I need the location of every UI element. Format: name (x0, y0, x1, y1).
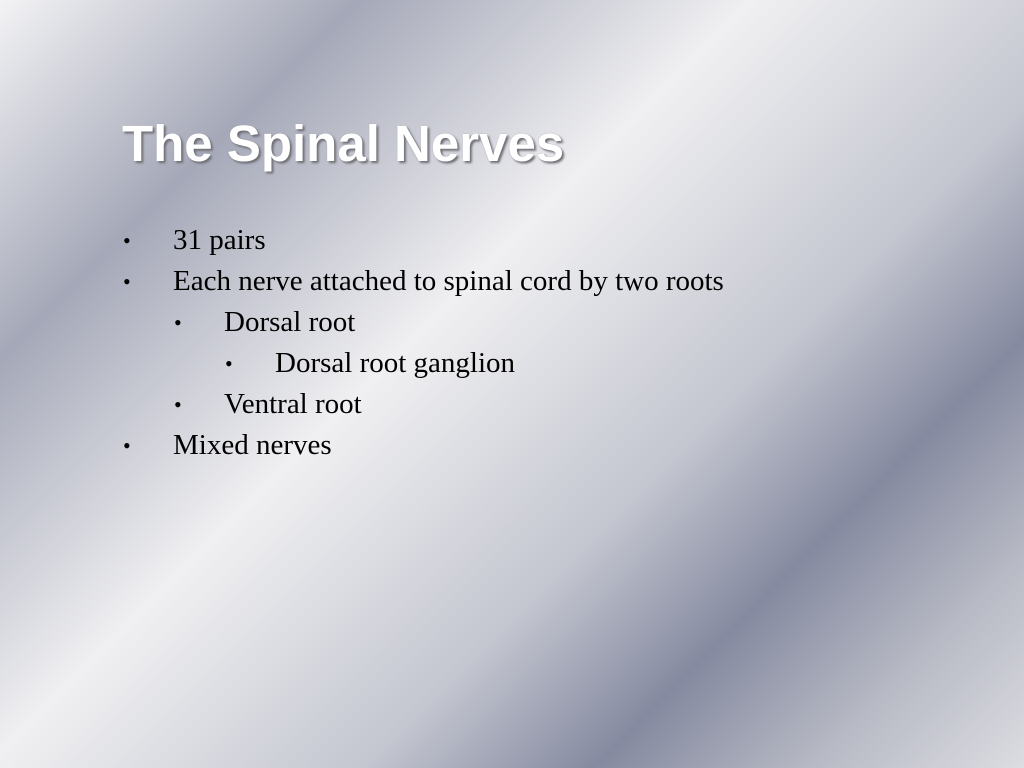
bullet-icon: • (174, 310, 182, 335)
bullet-item (118, 220, 724, 261)
sub-bullet-item (118, 302, 724, 343)
bullet-text: Each nerve attached to spinal cord by two roots (173, 265, 724, 297)
bullet-text: Ventral root (224, 388, 362, 420)
bullet-icon: • (225, 351, 233, 376)
bullet-icon: • (123, 228, 131, 253)
bullet-text: Dorsal root ganglion (275, 347, 516, 379)
bullet-text: Mixed nerves (173, 429, 332, 461)
slide-title: The Spinal Nerves (122, 115, 565, 172)
bullet-list (118, 220, 724, 466)
sub-bullet-item (118, 384, 724, 425)
bullet-icon: • (123, 269, 131, 294)
bullet-item (118, 425, 724, 466)
bullet-text: Dorsal root (224, 306, 356, 338)
bullet-icon: • (174, 392, 182, 417)
bullet-item (118, 261, 724, 302)
bullet-text: 31 pairs (173, 224, 266, 256)
sub-sub-bullet-item (118, 343, 724, 384)
bullet-icon: • (123, 433, 131, 458)
